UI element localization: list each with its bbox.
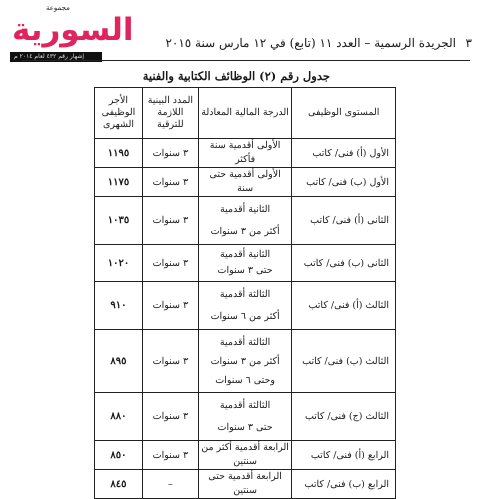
cell-degree bbox=[198, 197, 292, 245]
cell-degree bbox=[198, 393, 292, 441]
header-text: الجريدة الرسمية – العدد ١١ (تابع) في ١٢ مارس سنة ٢٠١٥ bbox=[165, 36, 456, 50]
cell-degree bbox=[198, 139, 292, 168]
cell-degree-line: الرابعة أقدمية حتى سنتين bbox=[208, 471, 282, 496]
cell-degree-line: حتى ٣ سنوات bbox=[217, 265, 273, 276]
header-degree: الدرجة المالية المعادلة bbox=[198, 88, 292, 139]
cell-degree bbox=[198, 330, 292, 393]
cell-degree-line: الثالثة أقدمية bbox=[219, 399, 271, 411]
cell-degree bbox=[198, 245, 292, 282]
cell-period: ٣ سنوات bbox=[142, 168, 198, 197]
cell-degree-line: الأولى أقدمية حتى سنة bbox=[209, 169, 281, 194]
table-row bbox=[95, 393, 396, 441]
table-row bbox=[95, 330, 396, 393]
cell-degree-line: الثانية أقدمية bbox=[220, 249, 271, 260]
cell-pay: ٩١٠ bbox=[95, 282, 143, 330]
header-pay: الأجر الوظيفى الشهرى bbox=[95, 88, 143, 139]
logo-tagline: مجموعة bbox=[46, 4, 70, 12]
cell-degree bbox=[198, 282, 292, 330]
cell-level: الرابع (أ) فنى/ كاتب bbox=[292, 441, 396, 470]
table-row bbox=[95, 168, 396, 197]
cell-pay: ١١٩٥ bbox=[95, 139, 143, 168]
table-row bbox=[95, 245, 396, 282]
publisher-logo bbox=[6, 4, 134, 62]
cell-period: ٣ سنوات bbox=[142, 393, 198, 441]
cell-pay: ٨٤٥ bbox=[95, 470, 143, 499]
cell-degree-line: الثانية أقدمية bbox=[220, 203, 271, 215]
table-row bbox=[95, 197, 396, 245]
jobs-table bbox=[94, 87, 396, 499]
cell-degree-line: الثالثة أقدمية bbox=[219, 288, 271, 300]
cell-level: الثالث (أ) فنى/ كاتب bbox=[292, 282, 396, 330]
table-row bbox=[95, 470, 396, 499]
logo-wordmark: السورية bbox=[12, 12, 134, 48]
cell-degree-line: أكثر من ٣ سنوات bbox=[210, 355, 280, 367]
table-row bbox=[95, 441, 396, 470]
table-body bbox=[95, 139, 396, 499]
cell-level: الثانى (ب) فنى/ كاتب bbox=[292, 245, 396, 282]
logo-subline: إشهار رقم ٤٣٢ لعام ٢٠١٤ م bbox=[14, 53, 85, 60]
cell-degree-line: الأولى أقدمية سنة فأكثر bbox=[209, 140, 281, 165]
table-header-row bbox=[95, 88, 396, 139]
cell-level: الثالث (ج) فنى/ كاتب bbox=[292, 393, 396, 441]
header-level: المستوى الوظيفى bbox=[292, 88, 396, 139]
header-rule bbox=[22, 60, 470, 61]
cell-level: الأول (أ) فنى/ كاتب bbox=[292, 139, 396, 168]
cell-pay: ٨٥٠ bbox=[95, 441, 143, 470]
cell-period: ٣ سنوات bbox=[142, 282, 198, 330]
cell-level: الثالث (ب) فنى/ كاتب bbox=[292, 330, 396, 393]
cell-period: ٣ سنوات bbox=[142, 441, 198, 470]
cell-degree-line: حتى ٣ سنوات bbox=[217, 421, 273, 433]
table-title: جدول رقم (٢) الوظائف الكتابية والفنية bbox=[142, 69, 330, 83]
cell-period: – bbox=[142, 470, 198, 499]
cell-degree-line: أكثر من ٣ سنوات bbox=[210, 225, 280, 237]
cell-level: الرابع (ب) فنى/ كاتب bbox=[292, 470, 396, 499]
cell-period: ٣ سنوات bbox=[142, 139, 198, 168]
cell-degree-line: أكثر من ٦ سنوات bbox=[210, 310, 280, 322]
cell-period: ٣ سنوات bbox=[142, 245, 198, 282]
cell-degree-line: الثالثة أقدمية bbox=[219, 336, 271, 348]
cell-period: ٣ سنوات bbox=[142, 330, 198, 393]
cell-pay: ١٠٣٥ bbox=[95, 197, 143, 245]
cell-level: الثانى (أ) فنى/ كاتب bbox=[292, 197, 396, 245]
cell-pay: ٨٩٥ bbox=[95, 330, 143, 393]
cell-pay: ٨٨٠ bbox=[95, 393, 143, 441]
gazette-header bbox=[120, 36, 470, 50]
cell-degree-line: وحتى ٦ سنوات bbox=[215, 374, 275, 386]
cell-degree bbox=[198, 168, 292, 197]
cell-period: ٣ سنوات bbox=[142, 197, 198, 245]
cell-degree-line: الرابعة أقدمية أكثر من سنتين bbox=[201, 442, 289, 467]
cell-pay: ١٠٢٠ bbox=[95, 245, 143, 282]
page-number: ٣ bbox=[465, 36, 472, 50]
cell-level: الأول (ب) فنى/ كاتب bbox=[292, 168, 396, 197]
table-row bbox=[95, 139, 396, 168]
header-period: المدد البينية اللازمة للترقية bbox=[142, 88, 198, 139]
cell-pay: ١١٧٥ bbox=[95, 168, 143, 197]
table-row bbox=[95, 282, 396, 330]
cell-degree bbox=[198, 441, 292, 470]
cell-degree bbox=[198, 470, 292, 499]
